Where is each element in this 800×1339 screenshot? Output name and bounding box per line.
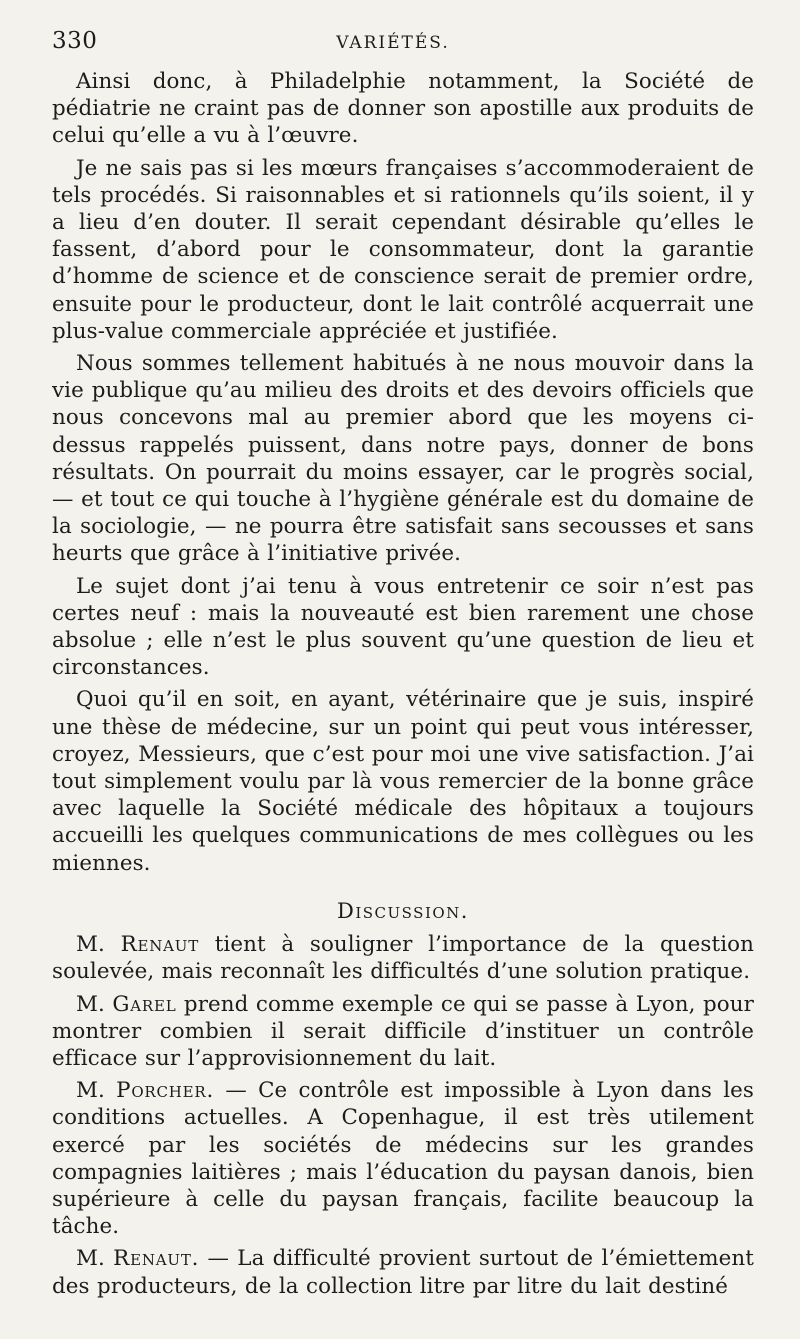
paragraph: Je ne sais pas si les mœurs françaises s’accommoderaient de tels procédés. Si raisonnables et si rationnels qu’ils soient, il y a lieu d’en douter. Il serait cependant désirable qu’elles le fassent, d’abord pour le consommateur, dont la garantie d’homme de science et de conscience serait de premier ordre, ensuite pour le producteur, dont le lait contrôlé acquerrait une plus-value commerciale appréciée et justifiée.	[52, 155, 754, 344]
page-number: 330	[52, 28, 98, 54]
speaker-prefix: M.	[76, 1078, 117, 1104]
discussion-entry	[52, 1245, 754, 1299]
entry-text: — Ce contrôle est impossible à Lyon dans les conditions actuelles. A Copenhague, il est très utilement exercé par les sociétés de médecins sur les grandes compagnies laitières ; mais l’éducation du paysan danois, bien supérieure à celle du paysan français, facilite beaucoup la tâche.	[52, 1078, 754, 1240]
running-title: VARIÉTÉS.	[336, 33, 450, 53]
discussion-heading: Discussion.	[337, 898, 469, 923]
speaker-prefix: M.	[76, 1246, 114, 1272]
speaker-prefix: M.	[76, 991, 113, 1017]
speaker-name: Renaut	[120, 932, 200, 958]
speaker-name: Porcher.	[116, 1078, 215, 1104]
paragraph: Nous sommes tellement habitués à ne nous mouvoir dans la vie publique qu’au milieu des droits et des devoirs officiels que nous concevons mal au premier abord que les moyens ci-dessus rappelés puissent, dans notre pays, donner de bons résultats. On pourrait du moins essayer, car le progrès social, — et tout ce qui touche à l’hygiène générale est du domaine de la sociologie, — ne pourra être satisfait sans secousses et sans heurts que grâce à l’initiative privée.	[52, 351, 754, 567]
discussion-entry	[52, 1077, 754, 1240]
discussion-entry	[52, 931, 754, 985]
page-header	[52, 28, 754, 68]
main-text	[52, 68, 754, 1300]
paragraph: Ainsi donc, à Philadelphie notamment, la Société de pédiatrie ne craint pas de donner son apostille aux produits de celui qu’elle a vu à l’œuvre.	[52, 69, 754, 149]
speaker-name: Garel	[112, 991, 177, 1017]
entry-text: prend comme exemple ce qui se passe à Lyon, pour montrer combien il serait difficile d’instituer un contrôle efficace sur l’approvisionnement du lait.	[52, 991, 754, 1071]
entry-text: tient à souligner l’importance de la question soulevée, mais reconnaît les difficultés d’une solution pratique.	[52, 932, 754, 985]
speaker-name: Renaut.	[113, 1246, 200, 1272]
entry-text: — La difficulté provient surtout de l’émiettement des producteurs, de la collection litre par litre du lait destiné	[52, 1246, 754, 1299]
speaker-prefix: M.	[76, 932, 121, 958]
paragraph: Quoi qu’il en soit, en ayant, vétérinaire que je suis, inspiré une thèse de médecine, sur un point qui peut vous intéresser, croyez, Messieurs, que c’est pour moi une vive satisfaction. J’ai tout simplement voulu par là vous remercier de la bonne grâce avec laquelle la Société médicale des hôpitaux a toujours accueilli les quelques communications de mes collègues ou les miennes.	[52, 687, 754, 876]
discussion-entry	[52, 991, 754, 1073]
paragraph: Le sujet dont j’ai tenu à vous entretenir ce soir n’est pas certes neuf : mais la nouveauté est bien rarement une chose absolue ; elle n’est le plus souvent qu’une question de lieu et circonstances.	[52, 573, 754, 681]
